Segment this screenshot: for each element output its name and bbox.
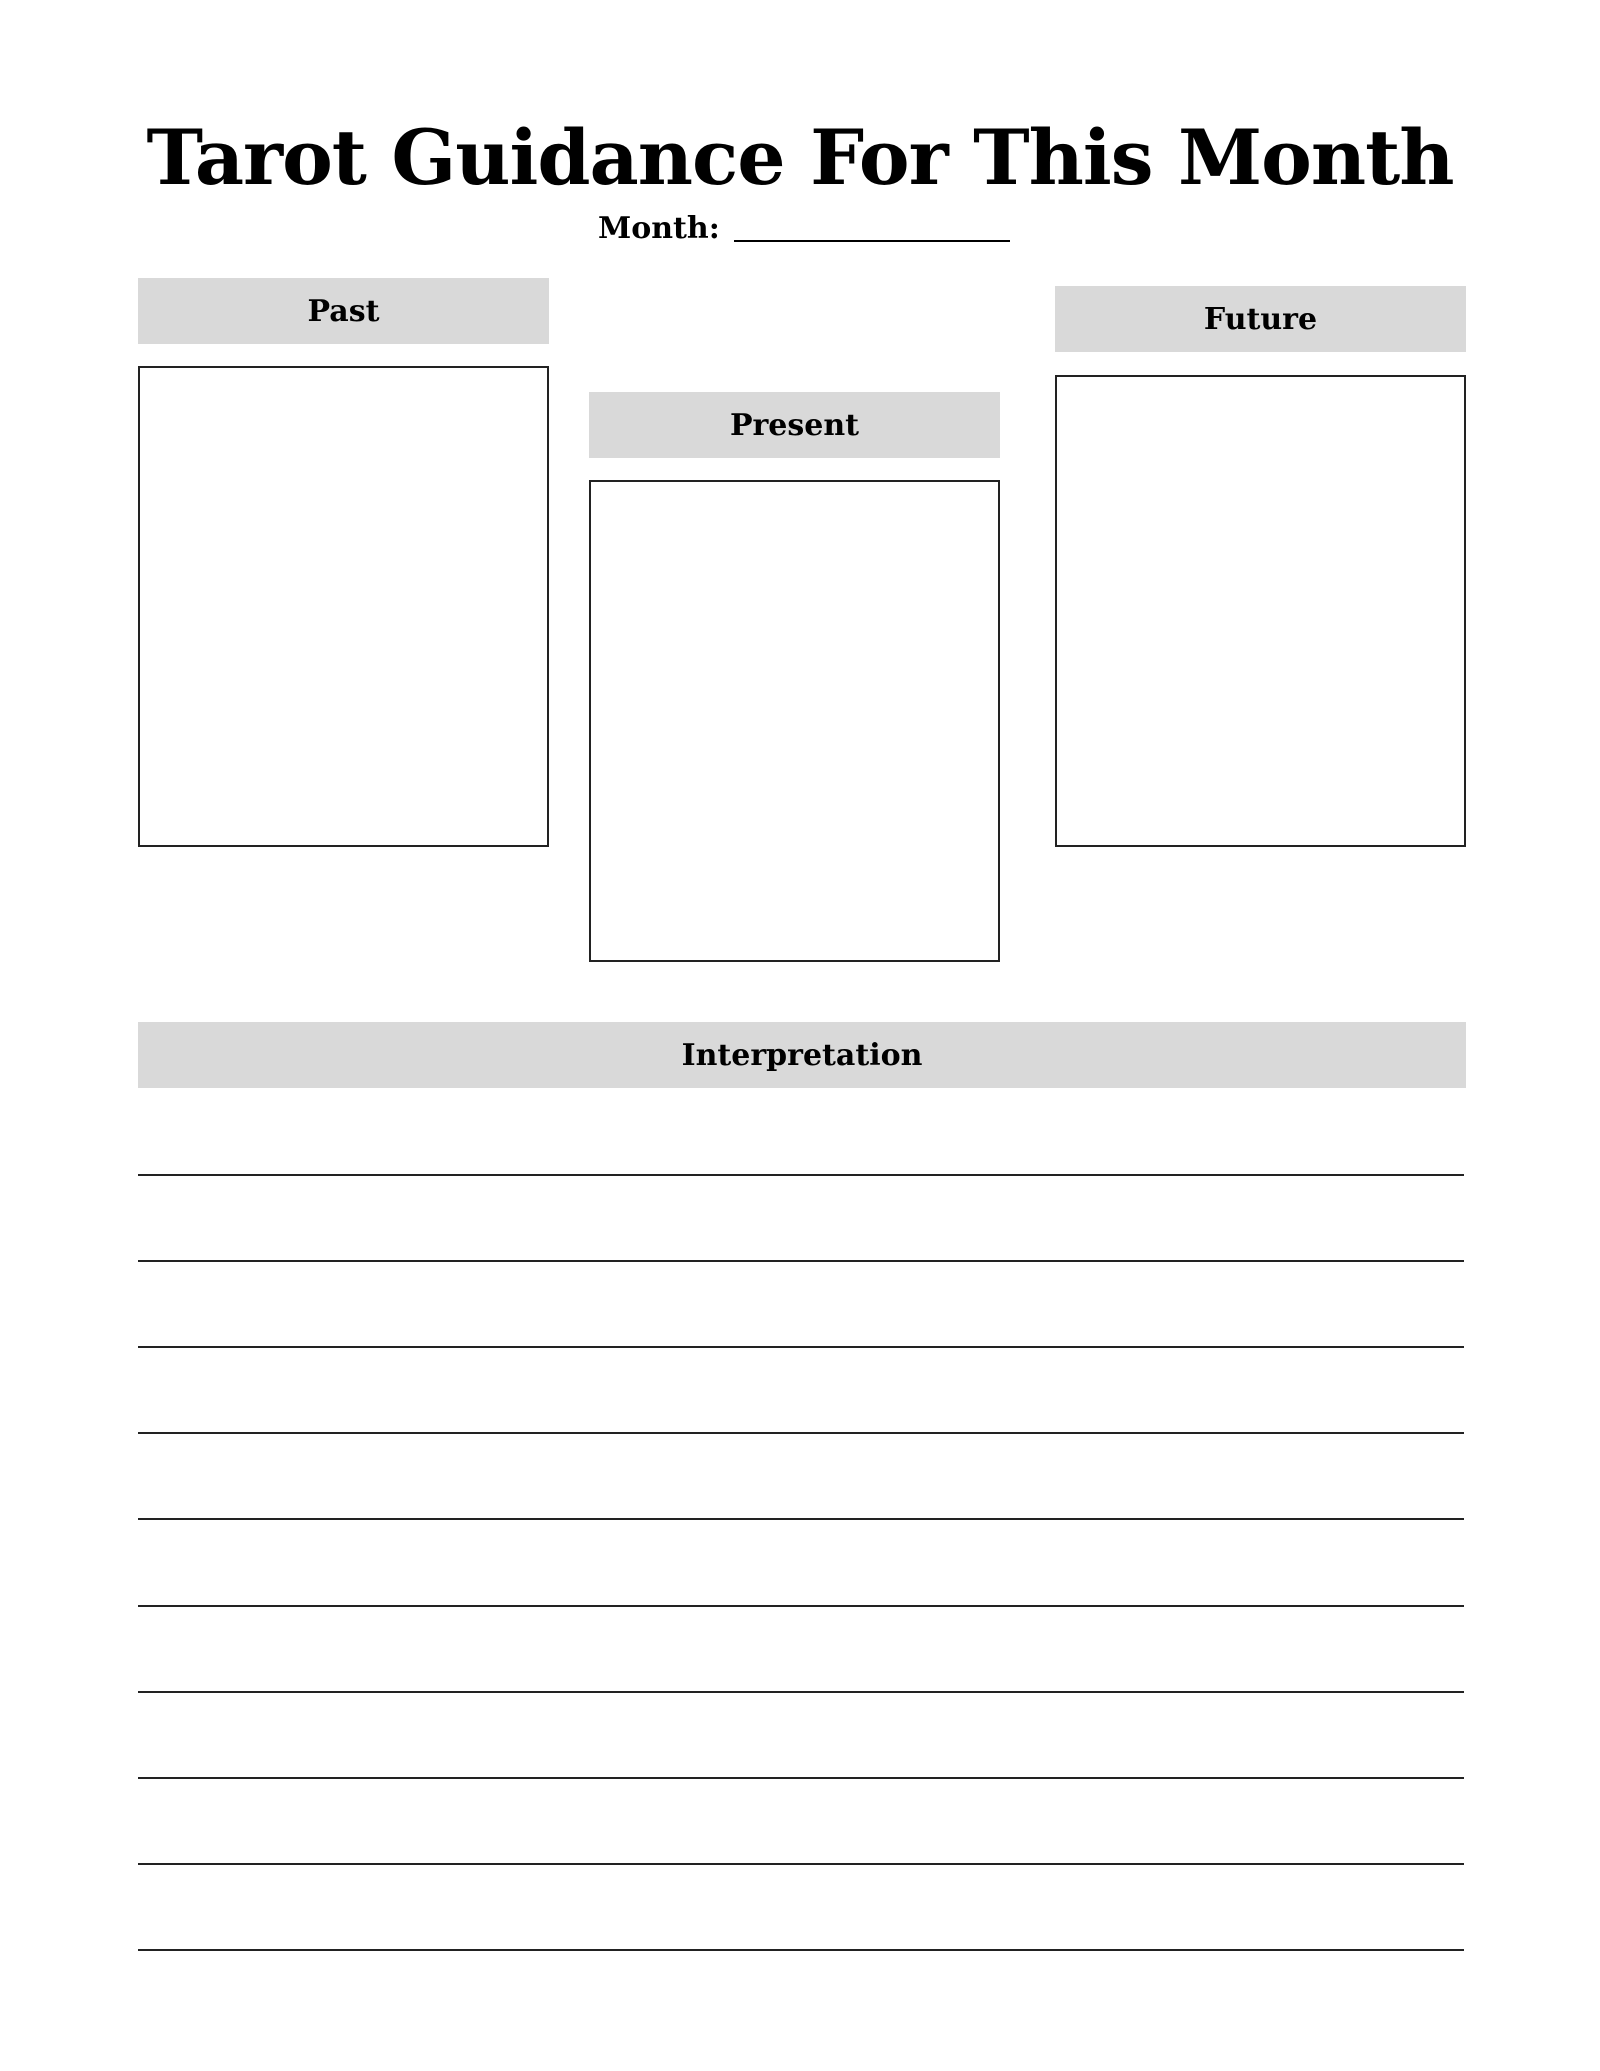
interpretation-label: Interpretation [681,1037,923,1073]
past-card-box[interactable] [138,366,549,847]
month-label: Month: [598,210,720,246]
future-label: Future [1203,301,1318,337]
writing-line[interactable] [138,1863,1464,1865]
future-card-box[interactable] [1055,375,1466,847]
future-header [1055,286,1466,352]
writing-line[interactable] [138,1260,1464,1262]
interpretation-header [138,1022,1466,1088]
writing-line[interactable] [138,1691,1464,1693]
present-header [589,392,1000,458]
past-header [138,278,549,344]
writing-line[interactable] [138,1777,1464,1779]
month-input-line[interactable] [734,240,1010,242]
writing-line[interactable] [138,1432,1464,1434]
present-label: Present [729,407,860,443]
writing-line[interactable] [138,1346,1464,1348]
writing-line[interactable] [138,1605,1464,1607]
writing-line[interactable] [138,1174,1464,1176]
past-label: Past [307,293,380,329]
writing-line[interactable] [138,1518,1464,1520]
present-card-box[interactable] [589,480,1000,962]
writing-line[interactable] [138,1949,1464,1951]
page-title: Tarot Guidance For This Month [146,113,1454,202]
month-field[interactable] [598,208,1010,248]
